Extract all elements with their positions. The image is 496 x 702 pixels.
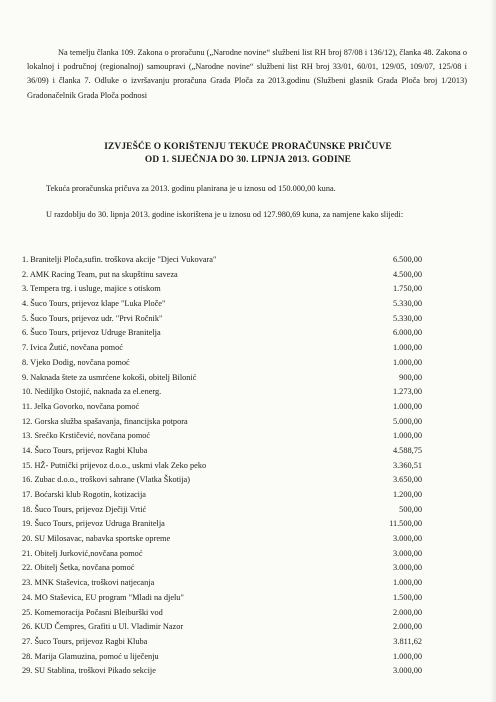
expense-amount: 1.000,00: [392, 401, 422, 411]
expense-description: 7. Ivica Žutić, novčana pomoć: [22, 343, 123, 353]
expense-amount: 6.500,00: [392, 255, 422, 264]
used-reserve-paragraph: U razdoblju do 30. lipnja 2013. godine iskorištena je u iznosu od 127.980,69 kuna, za namjene kako slijedi:: [46, 210, 404, 219]
expense-amount: 1.000,00: [392, 431, 422, 441]
expense-description: 20. SU Milosavac, nabavka sportske opreme: [22, 534, 171, 544]
expense-description: 23. MNK Staševica, troškovi natjecanja: [22, 578, 155, 588]
list-item: [22, 297, 422, 312]
expense-description: 3. Tempera trg. i usluge, majice s otiskom: [22, 284, 161, 294]
expense-amount: 5.330,00: [392, 313, 422, 323]
expense-description: 25. Komemoracija Počasni Bleiburški vod: [22, 607, 163, 617]
expense-description: 26. KUD Čempres, Grafiti u Ul. Vladimir Nazor: [22, 622, 184, 632]
expense-list: [22, 253, 422, 679]
expense-amount: 2.000,00: [392, 607, 422, 617]
expense-description: 2. AMK Racing Team, put na skupštinu saveza: [22, 269, 178, 279]
expense-description: 14. Šuco Tours, prijevoz Ragbi Kluba: [22, 445, 148, 455]
report-title: IZVJEŠĆE O KORIŠTENJU TEKUĆE PRORAČUNSKE PRIČUVE: [104, 142, 392, 152]
list-item: [22, 591, 422, 606]
expense-amount: 3.000,00: [392, 548, 422, 558]
list-item: [22, 620, 422, 635]
list-item: [22, 312, 422, 327]
scan-edge-shadow: [490, 0, 496, 702]
expense-amount: 1.000,00: [392, 357, 422, 367]
expense-description: 1. Branitelji Ploča,sufin. troškova akcije "Djeci Vukovara": [22, 255, 217, 264]
list-item: [22, 415, 422, 430]
expense-amount: 3.000,00: [392, 563, 422, 573]
list-item: [22, 444, 422, 459]
expense-amount: 1.000,00: [392, 343, 422, 353]
expense-description: 4. Šuco Tours, prijevoz klape "Luka Ploče": [22, 299, 166, 309]
list-item: [22, 326, 422, 341]
expense-amount: 4.500,00: [392, 269, 422, 279]
expense-amount: 500,00: [399, 504, 422, 514]
expense-amount: 5.000,00: [392, 416, 422, 426]
expense-amount: 3.360,51: [392, 460, 422, 470]
expense-description: 6. Šuco Tours, prijevoz Udruge Branitelja: [22, 328, 161, 338]
expense-amount: 1.000,00: [392, 651, 422, 661]
expense-amount: 6.000,00: [392, 328, 422, 338]
expense-amount: 900,00: [399, 372, 422, 382]
expense-description: 12. Gorska služba spašavanja, financijska potpora: [22, 416, 188, 426]
expense-description: 21. Obitelj Jurković,novčana pomoć: [22, 548, 143, 558]
list-item: [22, 356, 422, 371]
expense-description: 8. Vjeko Dodig, novčana pomoć: [22, 357, 130, 367]
list-item: [22, 517, 422, 532]
list-item: [22, 547, 422, 562]
expense-description: 16. Zubac d.o.o., troškovi sahrane (Vlatka Škotija): [22, 475, 190, 485]
list-item: [22, 341, 422, 356]
list-item: [22, 650, 422, 665]
expense-amount: 5.330,00: [392, 299, 422, 309]
expense-description: 24. MO Staševica, EU program "Mladi na djelu": [22, 592, 184, 602]
expense-description: 22. Obitelj Šetka, novčana pomoć: [22, 563, 135, 573]
list-item: [22, 576, 422, 591]
expense-amount: 1.750,00: [392, 284, 422, 294]
expense-amount: 4.588,75: [392, 445, 422, 455]
expense-amount: 11.500,00: [389, 519, 422, 529]
report-period: OD 1. SIJEČNJA DO 30. LIPNJA 2013. GODINE: [144, 155, 352, 165]
expense-description: 15. HŽ- Putnički prijevoz d.o.o., uskmi vlak Zeko peko: [22, 460, 207, 470]
expense-amount: 3.650,00: [392, 475, 422, 485]
expense-amount: 1.273,00: [392, 387, 422, 397]
list-item: [22, 282, 422, 297]
expense-amount: 1.000,00: [392, 578, 422, 588]
expense-amount: 2.000,00: [392, 622, 422, 632]
expense-amount: 1.200,00: [392, 490, 422, 499]
planned-reserve-paragraph: Tekuća proračunska pričuva za 2013. godinu planirana je u iznosu od 150.000,00 kuna.: [46, 184, 336, 193]
intro-paragraph: Na temelju članka 109. Zakona o proračunu („Narodne novine“ službeni list RH broj 87/08 i 136/12), članka 48. Zakona o lokalnoj i područnoj (regionalnoj) samoupravi („Narodne novine“ službeni list RH broj 33/01, 60/01, 129/05, 109/07, 125/08 i 36/09) i članka 7. Odluke o izvršavanju proračuna Grada Ploča za 2013.godinu (Službeni glasnik Grada Ploča broj 1/2013) Gradonačelnik Grada Ploča podnosi: [27, 48, 467, 100]
list-item: [22, 371, 422, 386]
list-item: [22, 664, 422, 679]
expense-description: 19. Šuco Tours, prijevoz Udruga Branitelja: [22, 519, 165, 529]
list-item: [22, 429, 422, 444]
list-item: [22, 400, 422, 415]
list-item: [22, 385, 422, 400]
expense-description: 27. Šuco Tours, prijevoz Ragbi Kluba: [22, 636, 148, 646]
expense-description: 29. SU Stablina, troškovi Pikado sekcije: [22, 666, 156, 676]
expense-description: 18. Šuco Tours, prijevoz Dječiji Vrtić: [22, 504, 147, 514]
expense-description: 11. Jelka Govorko, novčana pomoć: [22, 401, 140, 411]
expense-amount: 1.500,00: [392, 592, 422, 602]
list-item: [22, 473, 422, 488]
expense-description: 10. Nediljko Ostojić, naknada za el.energ.: [22, 387, 162, 397]
expense-description: 13. Srećko Krstičević, novčana pomoć: [22, 431, 151, 441]
list-item: [22, 503, 422, 518]
expense-amount: 3.811,62: [393, 636, 422, 646]
expense-amount: 3.000,00: [392, 534, 422, 544]
expense-amount: 3.000,00: [392, 666, 422, 676]
list-item: [22, 532, 422, 547]
list-item: [22, 268, 422, 283]
list-item: [22, 488, 422, 503]
expense-description: 9. Naknada štete za usmrćene kokoši, obitelj Bilonić: [22, 372, 197, 382]
expense-description: 5. Šuco Tours, prijevoz udr. "Prvi Ročnik": [22, 313, 163, 323]
list-item: [22, 459, 422, 474]
list-item: [22, 635, 422, 650]
list-item: [22, 561, 422, 576]
list-item: [22, 606, 422, 621]
expense-description: 28. Marija Glamuzina, pomoć u liječenju: [22, 651, 159, 661]
expense-description: 17. Boćarski klub Rogotin, kotizacija: [22, 490, 146, 499]
list-item: [22, 253, 422, 268]
